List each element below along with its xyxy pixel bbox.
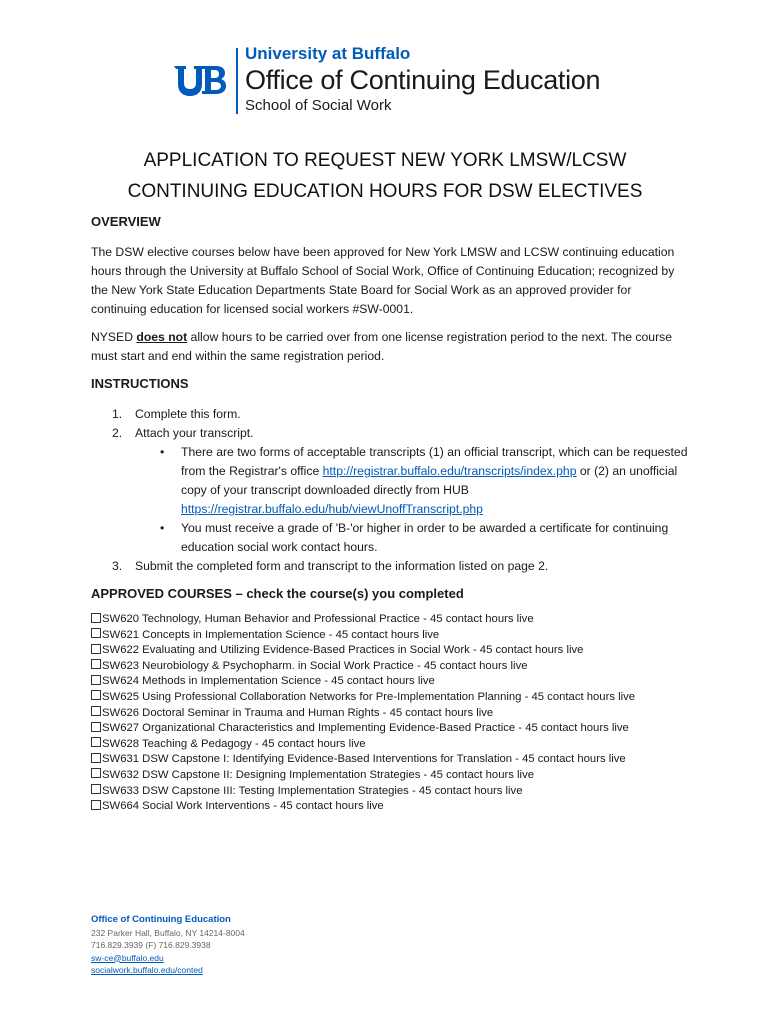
course-checkbox[interactable] bbox=[91, 737, 101, 747]
course-label: SW631 DSW Capstone I: Identifying Evidence-Based Interventions for Translation - 45 contact hours live bbox=[102, 753, 626, 766]
page-title bbox=[0, 145, 770, 207]
course-label: SW625 Using Professional Collaboration Networks for Pre-Implementation Planning - 45 contact hours live bbox=[102, 690, 636, 703]
course-label: SW628 Teaching & Pedagogy - 45 contact hours live bbox=[102, 737, 366, 750]
course-label: SW627 Organizational Characteristics and Implementing Evidence-Based Practice - 45 contact hours live bbox=[102, 722, 629, 735]
ub-monogram-icon bbox=[172, 62, 228, 102]
course-label: SW620 Technology, Human Behavior and Professional Practice - 45 contact hours live bbox=[102, 613, 534, 625]
instructions-list bbox=[91, 405, 691, 575]
course-checkbox[interactable] bbox=[91, 675, 101, 685]
step-2-text: Attach your transcript. bbox=[135, 426, 254, 440]
course-list bbox=[91, 612, 635, 815]
course-label: SW624 Methods in Implementation Science - 45 contact hours live bbox=[102, 675, 435, 688]
nysed-paragraph bbox=[91, 328, 681, 366]
overview-paragraph: The DSW elective courses below have been approved for New York LMSW and LCSW continuing education hours through the University at Buffalo School of Social Work, Office of Continuing Education; recognized by the New York State Education Departments State Board for Social Work as an approved provider for continuing education for licensed social workers #SW-0001. bbox=[91, 245, 675, 316]
instructions-heading: INSTRUCTIONS bbox=[91, 376, 189, 391]
course-item bbox=[91, 690, 635, 706]
registrar-transcripts-link[interactable]: http://registrar.buffalo.edu/transcripts/index.php bbox=[322, 464, 577, 478]
footer-contact bbox=[91, 914, 245, 977]
course-checkbox[interactable] bbox=[91, 800, 101, 810]
hub-unofficial-transcript-link[interactable]: https://registrar.buffalo.edu/hub/viewUnoffTranscript.php bbox=[181, 502, 483, 516]
step-1-number: 1. bbox=[112, 407, 123, 421]
school-name: School of Social Work bbox=[245, 97, 392, 114]
course-item bbox=[91, 706, 635, 722]
course-label: SW623 Neurobiology & Psychopharm. in Social Work Practice - 45 contact hours live bbox=[102, 659, 528, 672]
step-2-number: 2. bbox=[112, 426, 123, 440]
course-checkbox[interactable] bbox=[91, 706, 101, 716]
bullet-icon: • bbox=[160, 445, 165, 459]
office-name: Office of Continuing Education bbox=[245, 65, 601, 95]
logo-text bbox=[245, 44, 600, 116]
course-checkbox[interactable] bbox=[91, 784, 101, 794]
course-checkbox[interactable] bbox=[91, 613, 101, 623]
course-label: SW632 DSW Capstone II: Designing Implementation Strategies - 45 contact hours live bbox=[102, 768, 535, 781]
course-checkbox[interactable] bbox=[91, 690, 101, 700]
course-item bbox=[91, 643, 635, 659]
transcript-forms-part-b: or (2) an unofficial copy of your transcript downloaded directly from HUB bbox=[181, 464, 678, 497]
course-label: SW621 Concepts in Implementation Science - 45 contact hours live bbox=[102, 628, 440, 641]
course-checkbox[interactable] bbox=[91, 628, 101, 638]
title-line-1: APPLICATION TO REQUEST NEW YORK LMSW/LCSW bbox=[143, 150, 627, 171]
course-item bbox=[91, 768, 635, 784]
course-checkbox[interactable] bbox=[91, 753, 101, 763]
course-item bbox=[91, 784, 635, 800]
course-item bbox=[91, 628, 635, 644]
overview-heading: OVERVIEW bbox=[91, 214, 161, 229]
bullet-icon: • bbox=[160, 521, 165, 535]
course-checkbox[interactable] bbox=[91, 722, 101, 732]
course-checkbox[interactable] bbox=[91, 659, 101, 669]
course-item bbox=[91, 737, 635, 753]
step-1-text: Complete this form. bbox=[135, 407, 241, 421]
step-3-text: Submit the completed form and transcript to the information listed on page 2. bbox=[135, 559, 549, 573]
footer-email-link[interactable]: sw-ce@buffalo.edu bbox=[91, 952, 164, 963]
footer-address: 232 Parker Hall, Buffalo, NY 14214-8004 bbox=[91, 927, 245, 938]
footer-phone: 716.829.3939 (F) 716.829.3938 bbox=[91, 940, 211, 950]
nysed-suffix: allow hours to be carried over from one license registration period to the next. The course must start and end within the same registration period. bbox=[91, 330, 672, 363]
course-checkbox[interactable] bbox=[91, 768, 101, 778]
does-not-emphasis: does not bbox=[136, 330, 188, 344]
approved-courses-heading: APPROVED COURSES – check the course(s) you completed bbox=[91, 586, 464, 601]
course-item bbox=[91, 659, 635, 675]
course-item bbox=[91, 674, 635, 690]
title-line-2: CONTINUING EDUCATION HOURS FOR DSW ELECTIVES bbox=[127, 181, 643, 202]
course-checkbox[interactable] bbox=[91, 644, 101, 654]
grade-requirement-text: You must receive a grade of 'B-'or higher in order to be awarded a certificate for continuing education social work contact hours. bbox=[181, 521, 669, 554]
nysed-prefix: NYSED bbox=[91, 330, 137, 344]
course-label: SW626 Doctoral Seminar in Trauma and Human Rights - 45 contact hours live bbox=[102, 706, 494, 719]
course-item bbox=[91, 721, 635, 737]
course-item bbox=[91, 612, 635, 628]
transcript-forms-part-a: There are two forms of acceptable transcripts (1) an official transcript, which can be requested from the Registrar's office bbox=[181, 445, 688, 478]
course-item bbox=[91, 752, 635, 768]
course-label: SW633 DSW Capstone III: Testing Implementation Strategies - 45 contact hours live bbox=[102, 784, 523, 797]
logo-divider bbox=[236, 48, 238, 114]
course-label: SW622 Evaluating and Utilizing Evidence-Based Practices in Social Work - 45 contact hours live bbox=[102, 644, 584, 657]
step-3-number: 3. bbox=[112, 559, 123, 573]
footer-title: Office of Continuing Education bbox=[91, 914, 231, 925]
course-item bbox=[91, 799, 635, 815]
transcript-forms-text bbox=[181, 443, 691, 519]
footer-website-link[interactable]: socialwork.buffalo.edu/conted bbox=[91, 965, 203, 975]
course-label: SW664 Social Work Interventions - 45 contact hours live bbox=[102, 800, 384, 813]
university-name: University at Buffalo bbox=[245, 44, 411, 63]
